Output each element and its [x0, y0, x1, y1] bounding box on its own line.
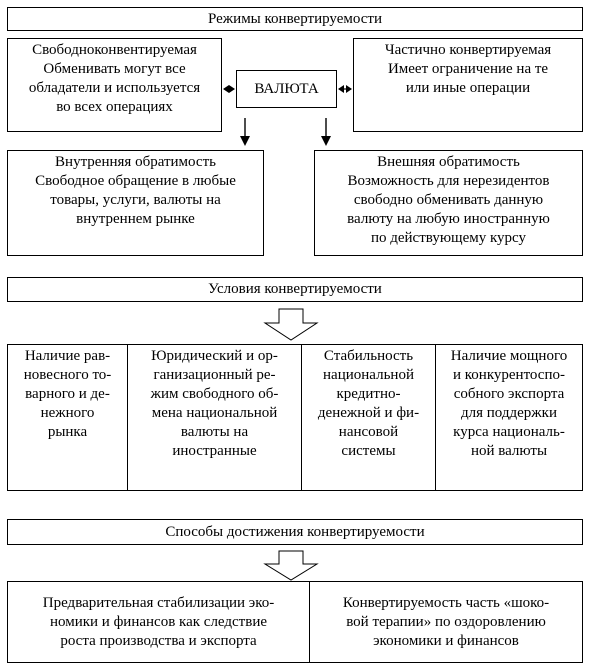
- condition-cell: [302, 345, 436, 490]
- method-line: Предварительная стабилизации эко-: [42, 594, 275, 611]
- condition-line: жим свободного об-: [150, 386, 279, 402]
- condition-line: иностранные: [172, 443, 257, 459]
- condition-line: денежной и фи-: [317, 405, 420, 421]
- free-line: во всех операциях: [56, 99, 173, 115]
- method-cell: [8, 582, 310, 662]
- methods-row: [7, 581, 583, 663]
- external-line: по действующему курсу: [370, 230, 527, 246]
- method-cell: [310, 582, 582, 662]
- free-convertible-box: [7, 38, 222, 132]
- external-line: валюту на любую иностранную: [347, 211, 550, 227]
- block-arrow-methods: [265, 551, 317, 580]
- condition-line: Стабильность: [323, 348, 414, 364]
- condition-line: для поддержки: [461, 405, 557, 421]
- modes-title: Режимы конвертируемости: [208, 10, 382, 27]
- condition-line: новесного то-: [23, 367, 112, 383]
- method-line: номики и финансов как следствие: [49, 613, 268, 630]
- condition-line: и конкурентоспо-: [452, 367, 565, 383]
- partial-convertible-box: [353, 38, 583, 132]
- condition-line: мена национальной: [151, 405, 278, 421]
- modes-title-box: [7, 7, 583, 31]
- method-line: Конвертируемость часть «шоко-: [342, 594, 550, 611]
- method-line: вой терапии» по оздоровлению: [346, 613, 546, 630]
- block-arrow-conditions: [265, 309, 317, 340]
- condition-line: нежного: [40, 405, 95, 421]
- methods-title: Способы достижения конвертируемости: [165, 523, 425, 540]
- right-double-arrow: [338, 85, 352, 93]
- condition-line: ной валюты: [470, 443, 548, 459]
- free-line: обладатели и используется: [28, 80, 201, 96]
- condition-cell: [128, 345, 302, 490]
- free-line: Свободноконвентируемая: [32, 42, 197, 58]
- partial-line: Имеет ограничение на те: [387, 61, 549, 77]
- condition-line: кредитно-: [336, 386, 401, 402]
- method-line: экономики и финансов: [373, 632, 519, 649]
- external-line: Возможность для нерезидентов: [347, 173, 550, 189]
- condition-cell: [8, 345, 128, 490]
- method-line: роста производства и экспорта: [60, 632, 257, 649]
- external-convertibility-box: [314, 150, 583, 256]
- partial-line: или иные операции: [405, 80, 531, 96]
- currency-label: ВАЛЮТА: [254, 80, 319, 97]
- currency-box: [236, 70, 337, 108]
- conditions-title: Условия конвертируемости: [208, 281, 382, 297]
- down-arrow-external: [321, 118, 331, 146]
- condition-line: Наличие мощного: [450, 348, 568, 364]
- condition-line: ганизационный ре-: [153, 367, 276, 383]
- condition-line: системы: [341, 443, 396, 459]
- down-arrow-internal: [240, 118, 250, 146]
- conditions-row: [7, 344, 583, 491]
- condition-line: курса националь-: [453, 424, 565, 440]
- condition-line: Наличие рав-: [24, 348, 111, 364]
- external-line: Внешняя обратимость: [377, 154, 520, 170]
- condition-line: рынка: [47, 424, 88, 440]
- condition-line: национальной: [323, 367, 414, 383]
- internal-convertibility-box: [7, 150, 264, 256]
- internal-line: Свободное обращение в любые: [35, 173, 236, 189]
- methods-title-box: [7, 519, 583, 545]
- external-line: свободно обменивать данную: [353, 192, 544, 208]
- conditions-title-box: [7, 277, 583, 302]
- condition-line: Юридический и ор-: [151, 348, 278, 364]
- condition-line: варного и де-: [25, 386, 110, 402]
- left-double-arrow: [223, 85, 235, 93]
- condition-line: валюты на: [180, 424, 249, 440]
- internal-line: Внутренняя обратимость: [55, 154, 216, 170]
- free-line: Обменивать могут все: [43, 61, 186, 77]
- internal-line: внутреннем рынке: [76, 211, 195, 227]
- condition-line: нансовой: [338, 424, 399, 440]
- condition-line: собного экспорта: [453, 386, 565, 402]
- partial-line: Частично конвертируемая: [384, 42, 552, 58]
- condition-cell: [436, 345, 582, 490]
- internal-line: товары, услуги, валюты на: [50, 192, 221, 208]
